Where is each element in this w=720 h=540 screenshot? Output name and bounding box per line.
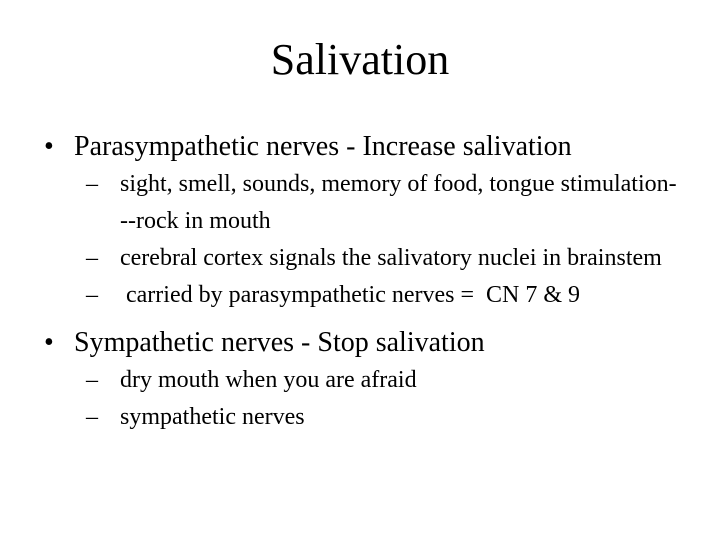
sub-bullet-cranial-nerves [86, 277, 684, 314]
sub-bullet-dry-mouth [86, 362, 684, 399]
bullet-text: Parasympathetic nerves - Increase salivation [74, 131, 572, 162]
bullet-marker: • [44, 131, 54, 162]
sub-bullet-marker: – [86, 282, 98, 308]
sub-bullet-text: cerebral cortex signals the salivatory nuclei in brainstem [120, 245, 662, 271]
sub-bullet-triggers [86, 166, 684, 240]
sub-bullet-marker: – [86, 404, 98, 430]
sub-bullet-marker: – [86, 245, 98, 271]
slide-content [44, 128, 684, 436]
sub-list-parasympathetic [86, 166, 684, 314]
sub-bullet-text: sympathetic nerves [120, 404, 305, 430]
sub-bullet-sympathetic-nerves [86, 399, 684, 436]
bullet-parasympathetic [44, 128, 684, 166]
sub-list-sympathetic [86, 362, 684, 436]
slide-title: Salivation [270, 35, 450, 84]
sub-bullet-text: sight, smell, sounds, memory of food, tongue stimulation---rock in mouth [120, 171, 677, 234]
sub-bullet-cortex [86, 240, 684, 277]
sub-bullet-text: dry mouth when you are afraid [120, 367, 417, 393]
bullet-text: Sympathetic nerves - Stop salivation [74, 327, 485, 358]
bullet-sympathetic [44, 324, 684, 362]
bullet-marker: • [44, 327, 54, 358]
sub-bullet-marker: – [86, 171, 98, 197]
sub-bullet-marker: – [86, 367, 98, 393]
sub-bullet-text: carried by parasympathetic nerves = CN 7 & 9 [120, 282, 581, 308]
